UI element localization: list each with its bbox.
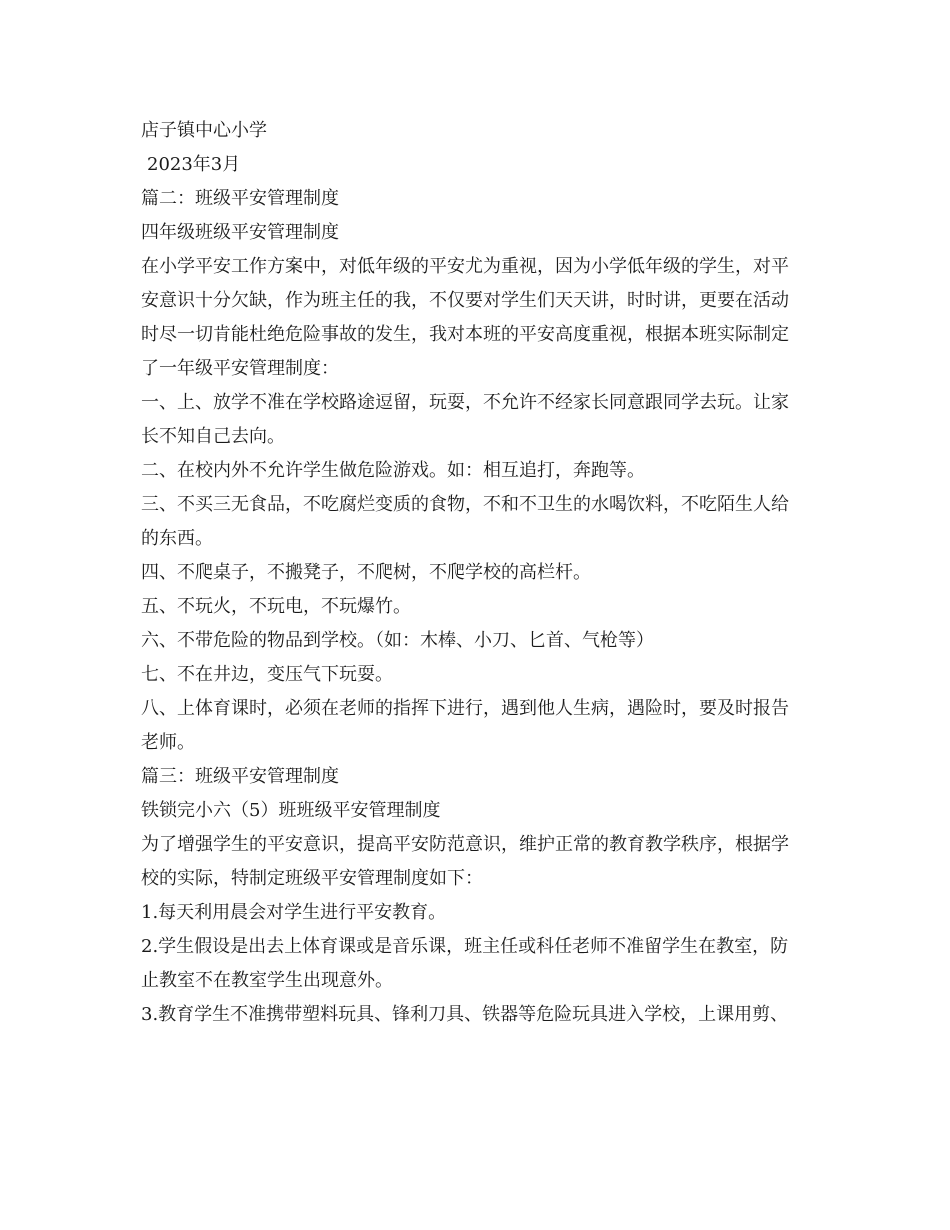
section2-rule-line: 老师。 — [141, 732, 195, 753]
section2-rule-line: 的东西。 — [141, 528, 213, 549]
section3-rule-line: 1.每天利用晨会对学生进行平安教育。 — [141, 902, 447, 923]
document-date: 2023年3月 — [147, 154, 241, 175]
section2-title: 四年级班级平安管理制度 — [141, 222, 339, 243]
section2-rule-line: 一、上、放学不准在学校路途逗留，玩耍，不允许不经家长同意跟同学去玩。让家 — [141, 392, 789, 413]
section3-rule-line: 止教室不在教室学生出现意外。 — [141, 970, 393, 991]
section3-rule-line: 2.学生假设是出去上体育课或是音乐课，班主任或科任老师不准留学生在教室，防 — [141, 936, 789, 957]
section2-rule-line: 三、不买三无食品，不吃腐烂变质的食物，不和不卫生的水喝饮料，不吃陌生人给 — [141, 494, 789, 515]
section2-rule-line: 五、不玩火，不玩电，不玩爆竹。 — [141, 596, 411, 617]
section3-intro-line: 为了增强学生的平安意识，提高平安防范意识，维护正常的教育教学秩序，根据学 — [141, 834, 789, 855]
section2-rule-line: 七、不在井边，变压气下玩耍。 — [141, 664, 393, 685]
section2-rule-line: 长不知自己去向。 — [141, 426, 285, 447]
school-name: 店子镇中心小学 — [141, 120, 267, 141]
section3-heading: 篇三：班级平安管理制度 — [141, 766, 339, 787]
section2-intro-line: 在小学平安工作方案中，对低年级的平安尤为重视，因为小学低年级的学生，对平 — [141, 256, 789, 277]
section2-rule-line: 二、在校内外不允许学生做危险游戏。如：相互追打，奔跑等。 — [141, 460, 645, 481]
section3-rule-line: 3.教育学生不准携带塑料玩具、锋利刀具、铁器等危险玩具进入学校，上课用剪、 — [141, 1004, 789, 1025]
section2-rule-line: 六、不带危险的物品到学校。（如：木棒、小刀、匕首、气枪等） — [141, 630, 654, 651]
section3-intro-line: 校的实际，特制定班级平安管理制度如下： — [141, 868, 483, 889]
document-page — [141, 114, 817, 1032]
section2-intro-line: 安意识十分欠缺，作为班主任的我，不仅要对学生们天天讲，时时讲，更要在活动 — [141, 290, 789, 311]
section2-intro-line: 时尽一切肯能杜绝危险事故的发生，我对本班的平安高度重视，根据本班实际制定 — [141, 324, 789, 345]
section3-title: 铁锁完小六（5）班班级平安管理制度 — [141, 800, 441, 821]
section2-rule-line: 八、上体育课时，必须在老师的指挥下进行，遇到他人生病，遇险时，要及时报告 — [141, 698, 789, 719]
section2-heading: 篇二：班级平安管理制度 — [141, 188, 339, 209]
section2-intro-line: 了一年级平安管理制度： — [141, 358, 339, 379]
section2-rule-line: 四、不爬桌子，不搬凳子，不爬树，不爬学校的高栏杆。 — [141, 562, 591, 583]
